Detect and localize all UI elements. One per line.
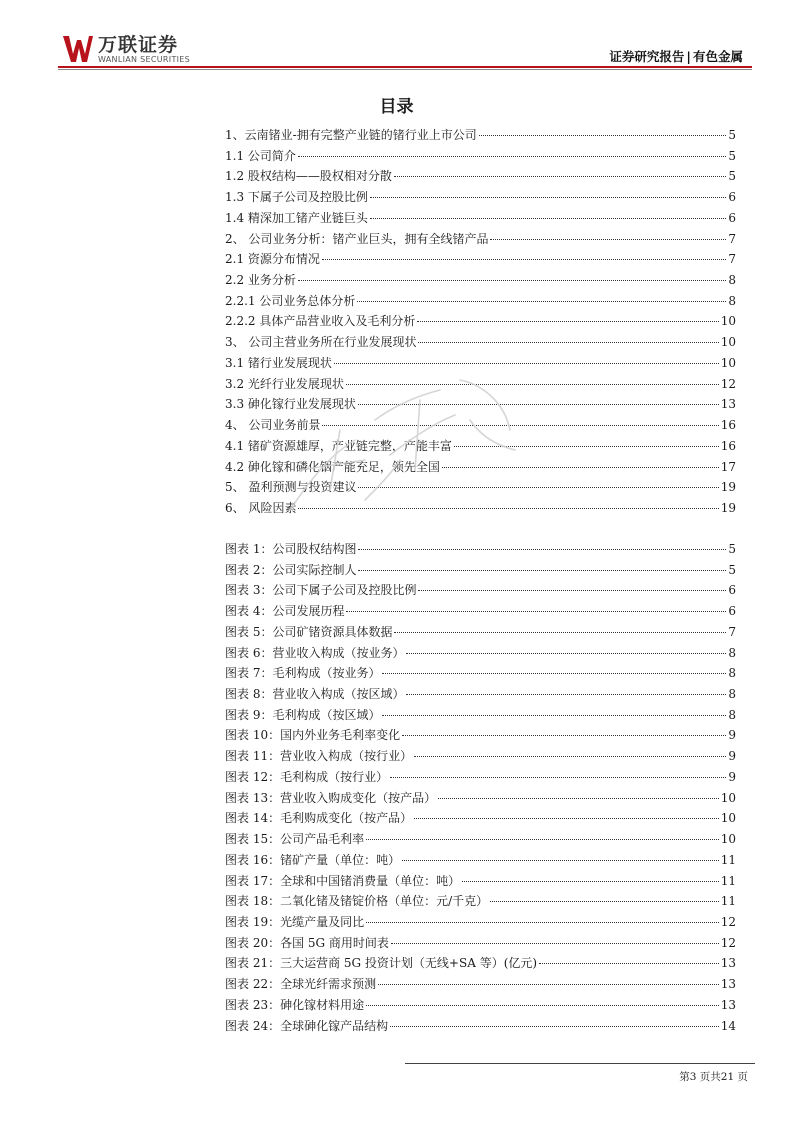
- figure-entry-label: 图表 16：锗矿产量（单位：吨）: [225, 852, 401, 867]
- toc-entry[interactable]: [225, 478, 736, 499]
- dot-leader: [370, 197, 726, 198]
- dot-leader: [417, 321, 718, 322]
- toc-entry[interactable]: [225, 230, 736, 251]
- figure-entry-label: 图表 9：毛利构成（按区域）: [225, 707, 381, 722]
- toc-entry[interactable]: [225, 416, 736, 437]
- toc-entry-page: 6: [728, 210, 736, 225]
- figure-entry-page: 13: [720, 977, 736, 992]
- figure-entry[interactable]: [225, 747, 736, 768]
- toc-entry[interactable]: [225, 354, 736, 375]
- dot-leader: [390, 1026, 719, 1027]
- toc-entry-page: 8: [728, 273, 736, 288]
- logo-chinese-name: 万联证券: [98, 34, 179, 56]
- toc-entry-page: 8: [728, 293, 736, 308]
- toc-entry-label: 3.1 锗行业发展现状: [225, 355, 332, 370]
- toc-entry[interactable]: [225, 271, 736, 292]
- figure-entry-label: 图表 4：公司发展历程: [225, 604, 345, 619]
- dot-leader: [539, 963, 719, 964]
- dot-leader: [442, 467, 719, 468]
- dot-leader: [454, 446, 719, 447]
- figure-entry-label: 图表 22：全球光纤需求预测: [225, 977, 377, 992]
- toc-entry-label: 6、 风险因素: [225, 500, 297, 515]
- figure-entry[interactable]: [225, 851, 736, 872]
- header-rule-gray: [58, 69, 752, 70]
- dot-leader: [358, 549, 726, 550]
- dot-leader: [418, 590, 726, 591]
- dot-leader: [406, 653, 726, 654]
- toc-entry[interactable]: [225, 333, 736, 354]
- figure-entry[interactable]: [225, 540, 736, 561]
- dot-leader: [382, 715, 726, 716]
- figure-entry[interactable]: [225, 975, 736, 996]
- dot-leader: [346, 384, 719, 385]
- dot-leader: [402, 860, 719, 861]
- figure-entry-label: 图表 7：毛利构成（按业务）: [225, 666, 381, 681]
- table-of-contents: [225, 126, 736, 520]
- toc-entry-page: 5: [728, 128, 736, 142]
- dot-leader: [414, 756, 726, 757]
- toc-entry-label: 1、云南锗业-拥有完整产业链的锗行业上市公司: [225, 128, 477, 142]
- figure-entry-page: 14: [720, 1018, 736, 1033]
- toc-entry-label: 2、 公司业务分析：锗产业巨头，拥有全线锗产品: [225, 231, 489, 246]
- dot-leader: [490, 239, 726, 240]
- dot-leader: [358, 404, 719, 405]
- figure-index: [225, 540, 736, 1037]
- dot-leader: [357, 301, 726, 302]
- toc-entry[interactable]: [225, 312, 736, 333]
- figure-entry-page: 8: [728, 707, 736, 722]
- figure-entry-page: 5: [728, 562, 736, 577]
- toc-entry-label: 3.3 砷化镓行业发展现状: [225, 397, 356, 412]
- header-rule-red: [58, 66, 752, 68]
- dot-leader: [322, 425, 718, 426]
- figure-entry[interactable]: [225, 789, 736, 810]
- figure-entry-label: 图表 5：公司矿锗资源具体数据: [225, 624, 393, 639]
- toc-entry[interactable]: [225, 458, 736, 479]
- toc-entry-page: 19: [720, 480, 736, 495]
- toc-entry[interactable]: [225, 188, 736, 209]
- report-category: [609, 47, 743, 65]
- figure-entry[interactable]: [225, 644, 736, 665]
- toc-entry-page: 6: [728, 190, 736, 205]
- figure-entry-page: 13: [720, 956, 736, 971]
- toc-entry[interactable]: [225, 292, 736, 313]
- dot-leader: [298, 508, 718, 509]
- figure-entry-label: 图表 15：公司产品毛利率: [225, 832, 365, 847]
- figure-entry[interactable]: [225, 892, 736, 913]
- figure-entry[interactable]: [225, 1017, 736, 1038]
- dot-leader: [390, 777, 726, 778]
- figure-entry[interactable]: [225, 913, 736, 934]
- figure-entry-page: 9: [728, 769, 736, 784]
- toc-entry-label: 4.2 砷化镓和磷化铟产能充足，领先全国: [225, 459, 440, 474]
- figure-entry-label: 图表 3：公司下属子公司及控股比例: [225, 583, 417, 598]
- figure-entry-label: 图表 10：国内外业务毛利率变化: [225, 728, 401, 743]
- dot-leader: [462, 881, 719, 882]
- toc-entry[interactable]: [225, 209, 736, 230]
- dot-leader: [298, 280, 726, 281]
- figure-entry-page: 8: [728, 645, 736, 660]
- toc-entry[interactable]: [225, 375, 736, 396]
- figure-entry[interactable]: [225, 996, 736, 1017]
- toc-entry-label: 2.2.2 具体产品营业收入及毛利分析: [225, 314, 416, 329]
- dot-leader: [358, 570, 726, 571]
- toc-entry-label: 1.1 公司简介: [225, 148, 296, 163]
- figure-entry-label: 图表 20：各国 5G 商用时间表: [225, 935, 389, 950]
- figure-entry[interactable]: [225, 706, 736, 727]
- dot-leader: [490, 901, 719, 902]
- figure-entry-label: 图表 11：营业收入构成（按行业）: [225, 749, 413, 764]
- figure-entry-page: 9: [728, 749, 736, 764]
- page-title: 目录: [379, 97, 414, 117]
- figure-entry-label: 图表 13：营业收入购成变化（按产品）: [225, 790, 437, 805]
- figure-entry[interactable]: [225, 872, 736, 893]
- toc-entry-page: 16: [720, 418, 736, 433]
- figure-entry-page: 9: [728, 728, 736, 743]
- toc-entry-label: 2.2.1 公司业务总体分析: [225, 293, 356, 308]
- figure-entry-page: 11: [720, 894, 736, 909]
- toc-entry-page: 10: [720, 314, 736, 329]
- company-logo: [62, 30, 232, 66]
- figure-entry-page: 10: [720, 811, 736, 826]
- dot-leader: [378, 984, 719, 985]
- dot-leader: [366, 922, 719, 923]
- figure-entry[interactable]: [225, 830, 736, 851]
- toc-entry-page: 7: [728, 231, 736, 246]
- dot-leader: [394, 632, 726, 633]
- toc-entry[interactable]: [225, 167, 736, 188]
- toc-entry-label: 1.4 精深加工锗产业链巨头: [225, 210, 368, 225]
- wanlian-logo-icon: [62, 32, 94, 64]
- toc-entry[interactable]: [225, 147, 736, 168]
- figure-entry[interactable]: [225, 664, 736, 685]
- figure-entry-label: 图表 6：营业收入构成（按业务）: [225, 645, 405, 660]
- figure-entry-label: 图表 14：毛利购成变化（按产品）: [225, 811, 413, 826]
- toc-entry-label: 2.2 业务分析: [225, 273, 296, 288]
- figure-entry[interactable]: [225, 726, 736, 747]
- figure-entry-label: 图表 21：三大运营商 5G 投资计划（无线+SA 等）(亿元): [225, 956, 538, 971]
- footer-rule: [405, 1063, 755, 1064]
- dot-leader: [438, 798, 719, 799]
- dot-leader: [346, 611, 726, 612]
- toc-entry[interactable]: [225, 395, 736, 416]
- figure-entry-label: 图表 8：营业收入构成（按区域）: [225, 687, 405, 702]
- figure-entry-label: 图表 12：毛利构成（按行业）: [225, 769, 389, 784]
- figure-entry-page: 10: [720, 832, 736, 847]
- dot-leader: [402, 735, 726, 736]
- dot-leader: [418, 342, 718, 343]
- report-type: 证券研究报告: [609, 49, 685, 64]
- dot-leader: [358, 487, 718, 488]
- toc-entry-label: 1.3 下属子公司及控股比例: [225, 190, 368, 205]
- figure-entry-page: 13: [720, 997, 736, 1012]
- toc-entry-page: 10: [720, 355, 736, 370]
- toc-entry[interactable]: [225, 250, 736, 271]
- dot-leader: [394, 176, 726, 177]
- figure-entry[interactable]: [225, 809, 736, 830]
- figure-entry-page: 8: [728, 687, 736, 702]
- figure-entry-page: 12: [720, 935, 736, 950]
- figure-entry-page: 5: [728, 542, 736, 556]
- figure-entry[interactable]: [225, 581, 736, 602]
- toc-entry[interactable]: [225, 126, 736, 147]
- figure-entry-page: 8: [728, 666, 736, 681]
- figure-entry-label: 图表 18：二氧化锗及锗锭价格（单位：元/千克）: [225, 894, 489, 909]
- figure-entry-page: 6: [728, 604, 736, 619]
- toc-entry-page: 16: [720, 438, 736, 453]
- toc-entry-label: 4.1 锗矿资源雄厚，产业链完整，产能丰富: [225, 438, 452, 453]
- dot-leader: [391, 943, 719, 944]
- figure-entry-page: 10: [720, 790, 736, 805]
- toc-entry-page: 17: [720, 459, 736, 474]
- dot-leader: [334, 363, 719, 364]
- dot-leader: [414, 818, 719, 819]
- dot-leader: [322, 259, 726, 260]
- toc-entry[interactable]: [225, 437, 736, 458]
- dot-leader: [479, 135, 727, 136]
- toc-entry-page: 19: [720, 500, 736, 515]
- dot-leader: [366, 1005, 719, 1006]
- logo-english-name: WANLIAN SECURITIES: [98, 55, 191, 64]
- figure-entry-label: 图表 2：公司实际控制人: [225, 562, 357, 577]
- toc-entry-label: 3.2 光纤行业发展现状: [225, 376, 344, 391]
- figure-entry[interactable]: [225, 602, 736, 623]
- page-header: [0, 0, 793, 70]
- toc-entry-page: 5: [728, 148, 736, 163]
- dot-leader: [370, 218, 726, 219]
- figure-entry-page: 12: [720, 914, 736, 929]
- figure-entry-page: 7: [728, 624, 736, 639]
- figure-entry-label: 图表 19：光缆产量及同比: [225, 914, 365, 929]
- figure-entry-label: 图表 17：全球和中国锗消费量（单位：吨）: [225, 873, 461, 888]
- figure-entry-page: 11: [720, 852, 736, 867]
- toc-entry-label: 1.2 股权结构——股权相对分散: [225, 169, 392, 184]
- toc-entry-page: 7: [728, 252, 736, 267]
- figure-entry[interactable]: [225, 934, 736, 955]
- toc-entry-label: 4、 公司业务前景: [225, 418, 321, 433]
- figure-entry-label: 图表 1：公司股权结构图: [225, 542, 357, 556]
- figure-entry[interactable]: [225, 768, 736, 789]
- dot-leader: [382, 673, 726, 674]
- toc-entry-page: 10: [720, 335, 736, 350]
- page-number: 第3 页共21 页: [679, 1071, 748, 1083]
- toc-entry-page: 12: [720, 376, 736, 391]
- figure-entry-page: 6: [728, 583, 736, 598]
- dot-leader: [406, 694, 726, 695]
- figure-entry-label: 图表 23：砷化镓材料用途: [225, 997, 365, 1012]
- toc-entry[interactable]: [225, 499, 736, 520]
- figure-entry[interactable]: [225, 561, 736, 582]
- report-sector: 有色金属: [692, 49, 743, 64]
- toc-entry-label: 5、 盈利预测与投资建议: [225, 480, 357, 495]
- figure-entry[interactable]: [225, 954, 736, 975]
- dot-leader: [298, 156, 726, 157]
- figure-entry-label: 图表 24：全球砷化镓产品结构: [225, 1018, 389, 1033]
- figure-entry[interactable]: [225, 623, 736, 644]
- figure-entry[interactable]: [225, 685, 736, 706]
- toc-entry-page: 5: [728, 169, 736, 184]
- dot-leader: [366, 839, 719, 840]
- figure-entry-page: 11: [720, 873, 736, 888]
- toc-entry-page: 13: [720, 397, 736, 412]
- toc-entry-label: 3、 公司主营业务所在行业发展现状: [225, 335, 417, 350]
- toc-entry-label: 2.1 资源分布情况: [225, 252, 320, 267]
- header-separator: |: [686, 49, 691, 64]
